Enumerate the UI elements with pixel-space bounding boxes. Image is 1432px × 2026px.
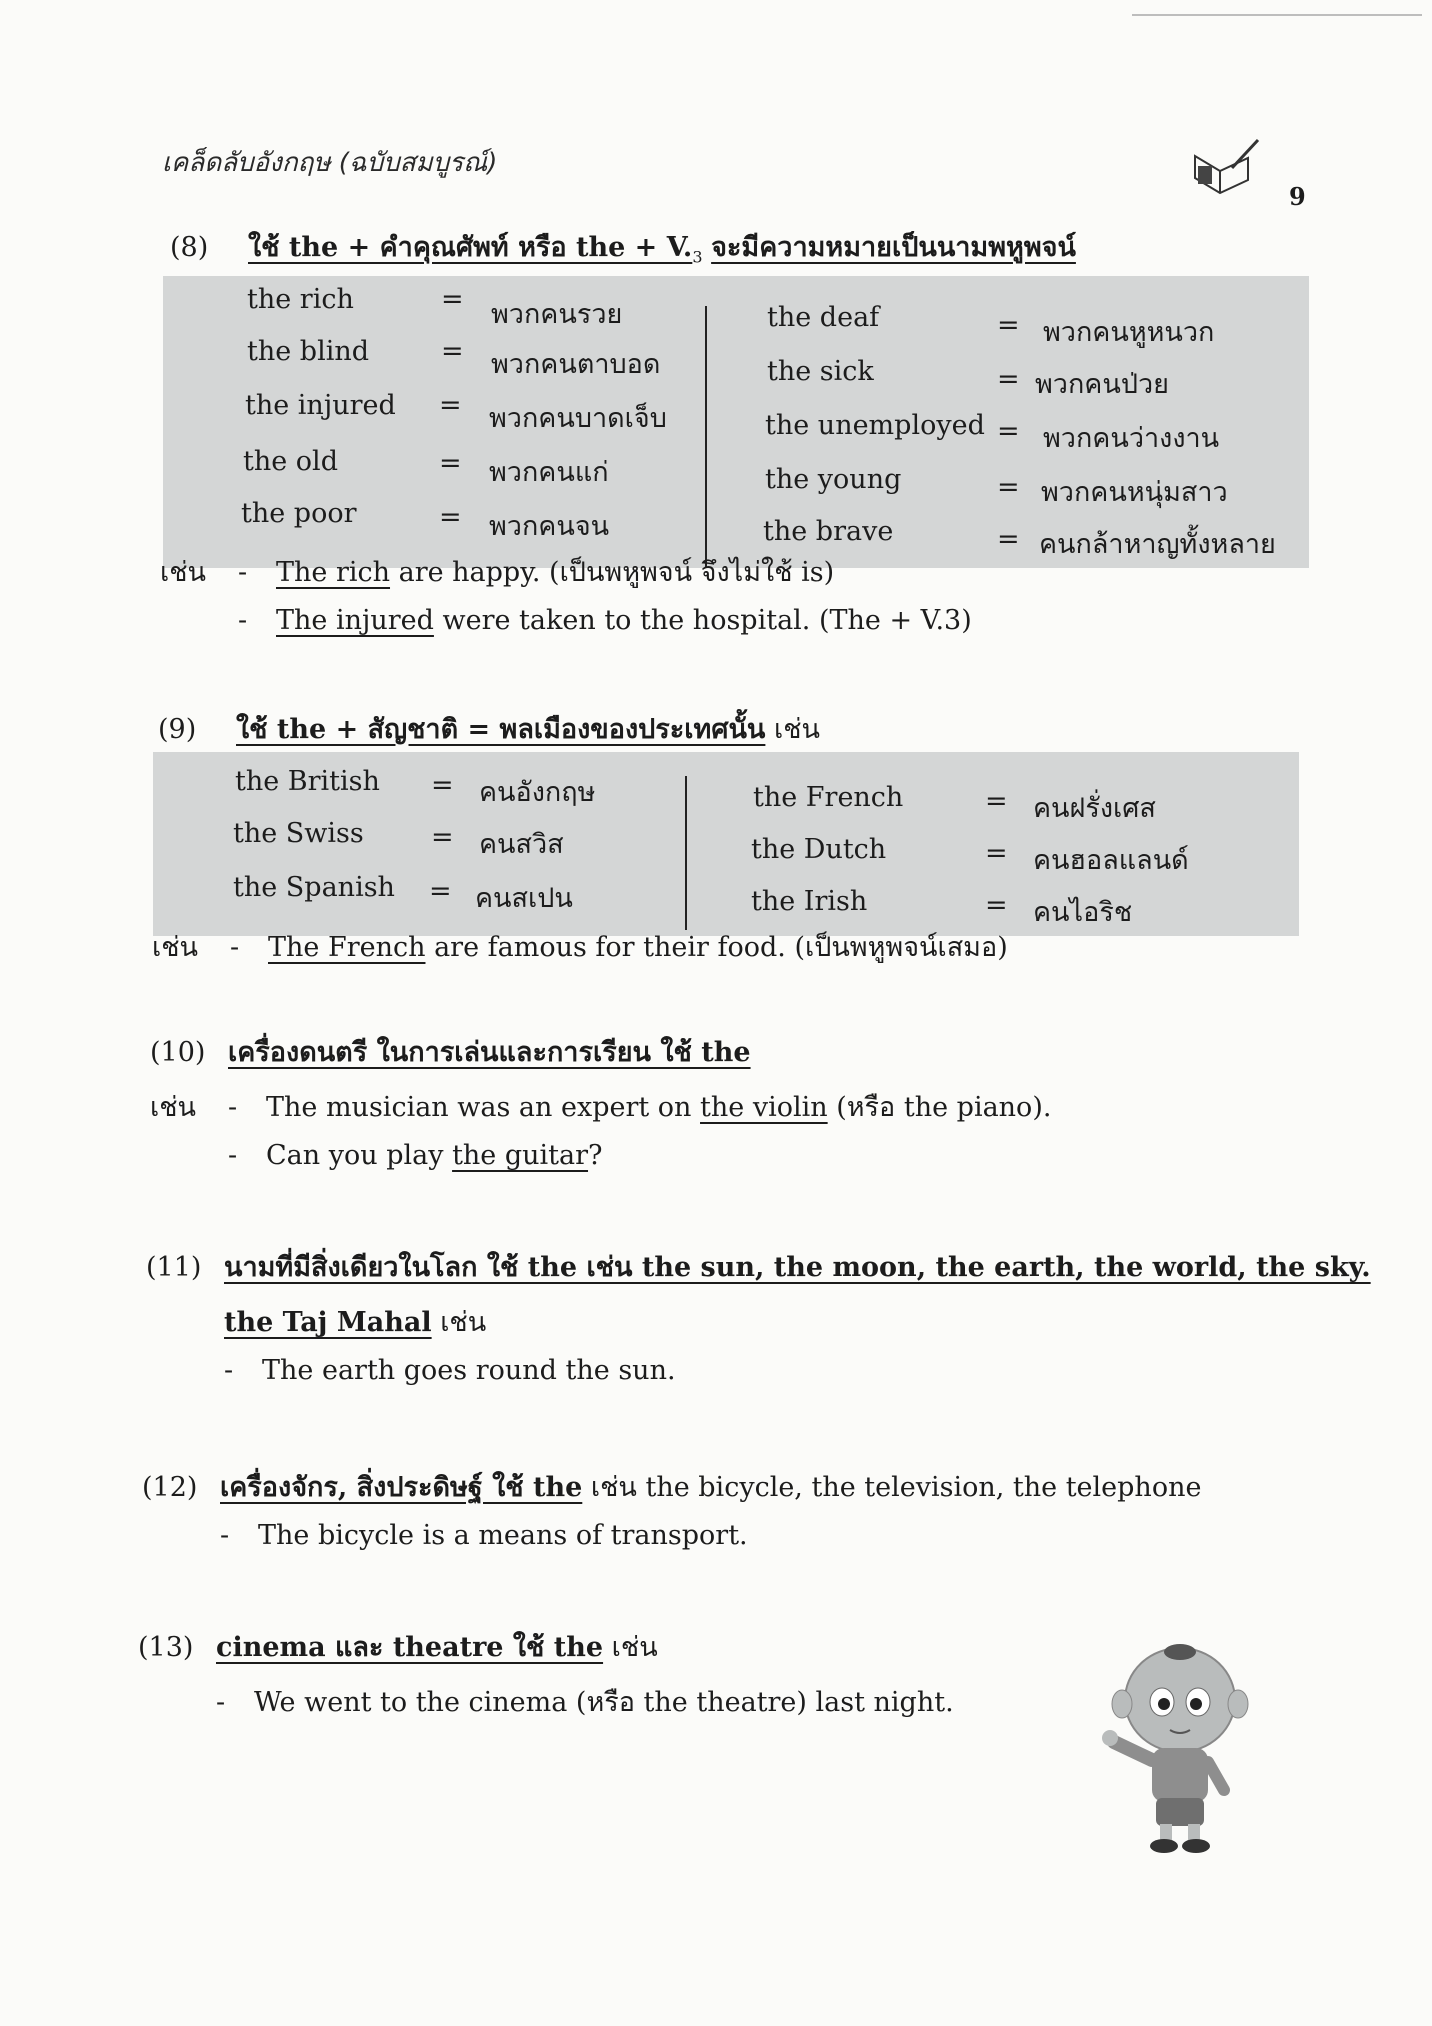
example-text: The bicycle is a means of transport. <box>258 1520 748 1551</box>
boy-mascot-illustration <box>1100 1630 1260 1864</box>
bullet-dash: - <box>230 932 240 963</box>
table-meaning: พวกคนป่วย <box>1035 369 1169 400</box>
section-9-example-1 <box>152 925 1008 968</box>
section-10-example-1 <box>150 1085 1051 1128</box>
section-number: (10) <box>150 1037 206 1068</box>
section-8-table <box>163 276 1309 568</box>
equals-sign: = <box>997 364 1020 395</box>
table-term: the deaf <box>767 302 880 333</box>
section-8-heading <box>170 225 1076 268</box>
table-term: the rich <box>247 284 354 315</box>
table-meaning: คนกล้าหาญทั้งหลาย <box>1039 529 1276 560</box>
section-13-title: cinema และ theatre ใช้ the <box>216 1632 604 1663</box>
section-11-title-2: the Taj Mahal <box>224 1307 432 1338</box>
section-8-title-b: จะมีความหมายเป็นนามพหูพจน์ <box>711 232 1076 263</box>
table-term: the blind <box>247 336 370 367</box>
example-text: Can you play <box>266 1140 453 1171</box>
table-term: the British <box>235 766 380 797</box>
table-term: the Dutch <box>751 834 887 865</box>
equals-sign: = <box>985 838 1008 869</box>
section-number: (12) <box>142 1472 198 1503</box>
top-border-line <box>1132 14 1422 16</box>
section-number: (13) <box>138 1632 194 1663</box>
section-9-title: ใช้ the + สัญชาติ = พลเมืองของประเทศนั้น <box>236 714 766 745</box>
example-text: are famous for their food. (เป็นพหูพจน์เสมอ) <box>425 932 1008 963</box>
section-11-example-1 <box>224 1355 676 1386</box>
book-title: เคล็ดลับอังกฤษ (ฉบับสมบูรณ์) <box>162 148 498 178</box>
table-term: the Swiss <box>233 818 364 849</box>
section-13-title-tail: เช่น <box>603 1632 658 1663</box>
bullet-dash: - <box>224 1355 234 1386</box>
equals-sign: = <box>997 310 1020 341</box>
example-text: are happy. (เป็นพหูพจน์ จึงไม่ใช้ is) <box>390 557 835 588</box>
section-10-example-2 <box>228 1140 603 1171</box>
table-term: the young <box>765 464 902 495</box>
section-12-title: เครื่องจักร, สิ่งประดิษฐ์ ใช้ the <box>220 1472 583 1503</box>
table-term: the poor <box>241 498 357 529</box>
table-term: the injured <box>245 390 396 421</box>
section-number: (11) <box>146 1252 202 1283</box>
section-8-title-a: ใช้ the + คำคุณศัพท์ หรือ the + V. <box>248 232 693 263</box>
equals-sign: = <box>439 502 462 533</box>
equals-sign: = <box>997 472 1020 503</box>
section-9-table <box>153 752 1299 936</box>
table-meaning: พวกคนบาดเจ็บ <box>489 403 667 434</box>
example-text: The musician was an expert on <box>266 1092 701 1123</box>
equals-sign: = <box>997 416 1020 447</box>
equals-sign: = <box>985 890 1008 921</box>
equals-sign: = <box>431 822 454 853</box>
example-label: เช่น <box>150 1092 197 1123</box>
table-divider <box>705 306 707 568</box>
example-label: เช่น <box>152 932 199 963</box>
example-text: We went to the cinema (หรือ the theatre) last night. <box>254 1687 954 1718</box>
example-text: ? <box>588 1140 603 1171</box>
bullet-dash: - <box>216 1687 226 1718</box>
example-subject: The injured <box>276 605 434 636</box>
table-meaning: คนสวิส <box>479 829 564 860</box>
section-8-example-1 <box>160 550 834 593</box>
equals-sign: = <box>441 284 464 315</box>
table-meaning: คนฮอลแลนด์ <box>1033 845 1189 876</box>
table-term: the brave <box>763 516 894 547</box>
example-object: the violin <box>700 1092 828 1123</box>
table-meaning: คนสเปน <box>475 883 573 914</box>
table-meaning: พวกคนตาบอด <box>491 349 661 380</box>
section-11-heading-line-2 <box>224 1300 486 1343</box>
section-11-heading <box>146 1245 1371 1288</box>
bullet-dash: - <box>228 1092 238 1123</box>
table-term: the Spanish <box>233 872 395 903</box>
equals-sign: = <box>439 390 462 421</box>
section-13-example-1 <box>216 1680 954 1723</box>
section-8-example-2 <box>238 605 972 636</box>
book-pencil-icon <box>1190 138 1270 217</box>
table-meaning: คนไอริช <box>1033 897 1133 928</box>
table-meaning: พวกคนหนุ่มสาว <box>1041 477 1228 508</box>
bullet-dash: - <box>238 605 248 636</box>
equals-sign: = <box>439 448 462 479</box>
equals-sign: = <box>997 524 1020 555</box>
example-text: were taken to the hospital. (The + V.3) <box>433 605 972 636</box>
section-number: (9) <box>158 714 197 745</box>
table-term: the French <box>753 782 904 813</box>
example-label: เช่น <box>160 557 207 588</box>
table-meaning: พวกคนรวย <box>491 299 623 330</box>
example-subject: The rich <box>276 557 391 588</box>
bullet-dash: - <box>220 1520 230 1551</box>
section-8-title-sub: 3 <box>692 247 703 267</box>
table-meaning: พวกคนแก่ <box>489 457 609 488</box>
table-term: the unemployed <box>765 410 985 441</box>
section-number: (8) <box>170 232 209 263</box>
table-meaning: พวกคนจน <box>489 511 610 542</box>
table-meaning: พวกคนหูหนวก <box>1043 317 1215 348</box>
equals-sign: = <box>441 336 464 367</box>
section-9-heading <box>158 707 820 750</box>
section-13-heading <box>138 1625 658 1668</box>
section-12-heading <box>142 1465 1201 1508</box>
page-number: 9 <box>1289 182 1306 211</box>
table-term: the sick <box>767 356 874 387</box>
equals-sign: = <box>429 876 452 907</box>
example-subject: The French <box>268 932 426 963</box>
example-text: The earth goes round the sun. <box>262 1355 676 1386</box>
section-11-title: นามที่มีสิ่งเดียวในโลก ใช้ the เช่น the sun, the moon, the earth, the world, the sky. <box>224 1252 1371 1283</box>
section-11-title-tail: เช่น <box>431 1307 487 1338</box>
bullet-dash: - <box>228 1140 238 1171</box>
equals-sign: = <box>985 786 1008 817</box>
section-10-heading <box>150 1030 751 1073</box>
table-divider <box>685 776 687 930</box>
table-meaning: พวกคนว่างงาน <box>1043 423 1220 454</box>
table-meaning: คนอังกฤษ <box>479 777 596 808</box>
table-term: the Irish <box>751 886 868 917</box>
section-10-title: เครื่องดนตรี ในการเล่นและการเรียน ใช้ the <box>228 1037 751 1068</box>
example-text: (หรือ the piano). <box>827 1092 1052 1123</box>
equals-sign: = <box>431 770 454 801</box>
section-12-example-1 <box>220 1520 748 1551</box>
table-meaning: คนฝรั่งเศส <box>1033 793 1156 824</box>
table-term: the old <box>243 446 338 477</box>
example-object: the guitar <box>452 1140 589 1171</box>
section-12-title-tail: เช่น the bicycle, the television, the telephone <box>582 1472 1202 1503</box>
bullet-dash: - <box>238 557 248 588</box>
section-9-title-tail: เช่น <box>765 714 820 745</box>
